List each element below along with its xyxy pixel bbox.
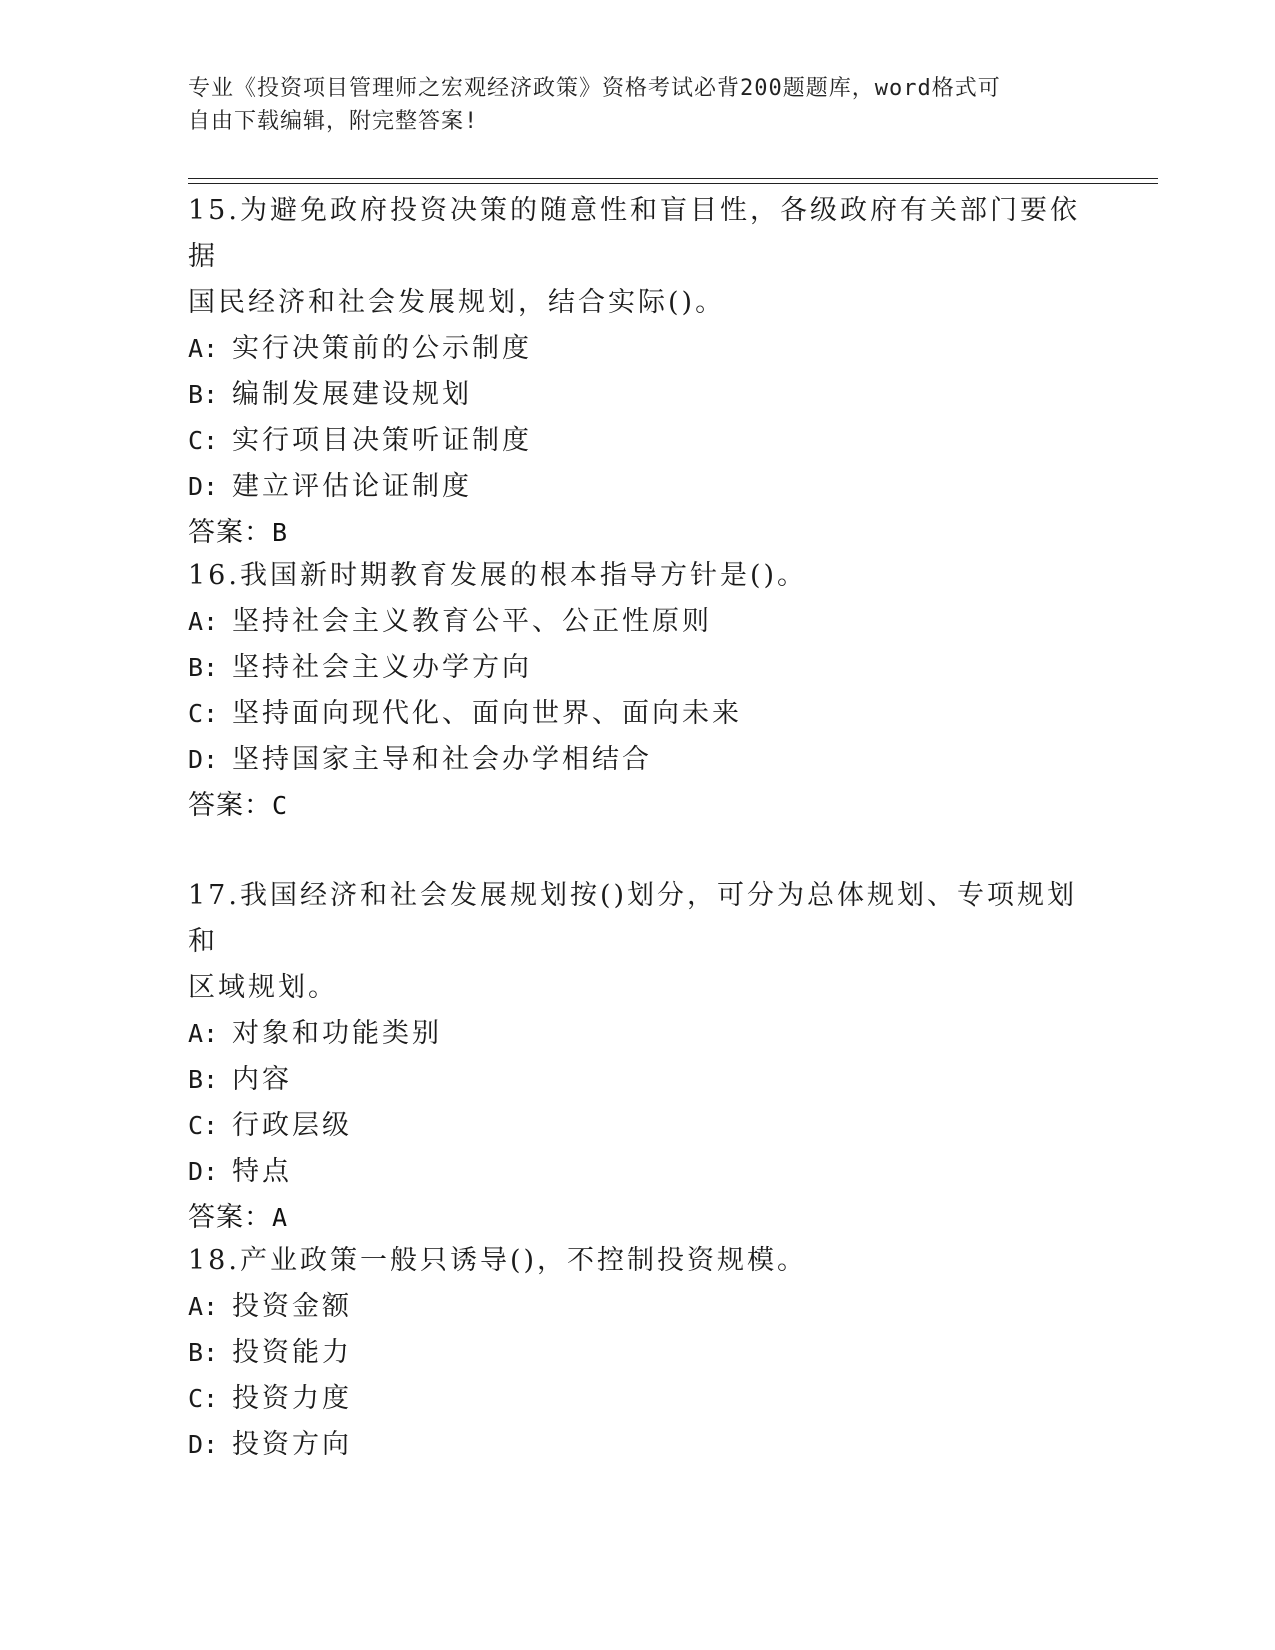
question-stem: 16.我国新时期教育发展的根本指导方针是()。 — [188, 560, 808, 591]
question-18 — [188, 1238, 1088, 1468]
answer-label: 答案： — [188, 1202, 272, 1233]
option-text: 编制发展建设规划 — [232, 379, 472, 410]
option-letter: D: — [188, 1157, 219, 1186]
option-text: 坚持国家主导和社会办学相结合 — [232, 744, 652, 775]
option-text: 实行决策前的公示制度 — [232, 333, 532, 364]
option-text: 坚持社会主义教育公平、公正性原则 — [232, 606, 712, 637]
option-d — [188, 1422, 1088, 1468]
option-letter: A: — [188, 334, 219, 363]
option-c — [188, 1103, 1088, 1149]
option-text: 投资方向 — [232, 1429, 352, 1460]
option-letter: A: — [188, 1292, 219, 1321]
option-d — [188, 1149, 1088, 1195]
question-stem-continued: 区域规划。 — [188, 972, 338, 1003]
option-text: 行政层级 — [232, 1110, 352, 1141]
header-line-1: 专业《投资项目管理师之宏观经济政策》资格考试必背200题题库，word格式可 — [188, 76, 1001, 101]
option-letter: B: — [188, 1065, 219, 1094]
answer-line — [188, 783, 1088, 829]
option-b — [188, 1330, 1088, 1376]
option-text: 建立评估论证制度 — [232, 471, 472, 502]
option-letter: C: — [188, 1384, 219, 1413]
option-a — [188, 599, 1088, 645]
option-c — [188, 418, 1088, 464]
option-letter: C: — [188, 699, 219, 728]
answer-label: 答案： — [188, 517, 272, 548]
option-d — [188, 464, 1088, 510]
option-letter: B: — [188, 380, 219, 409]
answer-line — [188, 510, 1088, 556]
question-stem-continued: 国民经济和社会发展规划，结合实际()。 — [188, 287, 726, 318]
option-letter: C: — [188, 426, 219, 455]
question-stem: 17.我国经济和社会发展规划按()划分，可分为总体规划、专项规划和 — [188, 880, 1078, 957]
option-letter: D: — [188, 1430, 219, 1459]
question-stem: 15.为避免政府投资决策的随意性和盲目性，各级政府有关部门要依据 — [188, 195, 1080, 272]
document-header — [188, 72, 1068, 138]
option-text: 坚持社会主义办学方向 — [232, 652, 532, 683]
option-c — [188, 1376, 1088, 1422]
option-letter: C: — [188, 1111, 219, 1140]
option-text: 投资能力 — [232, 1337, 352, 1368]
answer-value: B — [272, 518, 288, 547]
option-text: 对象和功能类别 — [232, 1018, 442, 1049]
answer-label: 答案： — [188, 790, 272, 821]
option-letter: B: — [188, 1338, 219, 1367]
option-a — [188, 1284, 1088, 1330]
option-letter: D: — [188, 472, 219, 501]
option-b — [188, 645, 1088, 691]
option-a — [188, 1011, 1088, 1057]
option-c — [188, 691, 1088, 737]
question-17 — [188, 873, 1088, 1241]
option-b — [188, 1057, 1088, 1103]
header-line-2: 自由下载编辑，附完整答案! — [188, 109, 479, 134]
option-text: 投资力度 — [232, 1383, 352, 1414]
question-15 — [188, 188, 1088, 556]
answer-line — [188, 1195, 1088, 1241]
answer-value: C — [272, 791, 288, 820]
option-text: 内容 — [232, 1064, 292, 1095]
option-text: 投资金额 — [232, 1291, 352, 1322]
option-text: 实行项目决策听证制度 — [232, 425, 532, 456]
header-divider-bottom — [188, 183, 1158, 184]
answer-value: A — [272, 1203, 288, 1232]
option-letter: D: — [188, 745, 219, 774]
option-text: 特点 — [232, 1156, 292, 1187]
option-letter: B: — [188, 653, 219, 682]
option-d — [188, 737, 1088, 783]
option-b — [188, 372, 1088, 418]
question-16 — [188, 553, 1088, 829]
option-letter: A: — [188, 1019, 219, 1048]
option-text: 坚持面向现代化、面向世界、面向未来 — [232, 698, 742, 729]
header-divider-top — [188, 178, 1158, 179]
option-letter: A: — [188, 607, 219, 636]
question-stem: 18.产业政策一般只诱导()，不控制投资规模。 — [188, 1245, 808, 1276]
option-a — [188, 326, 1088, 372]
